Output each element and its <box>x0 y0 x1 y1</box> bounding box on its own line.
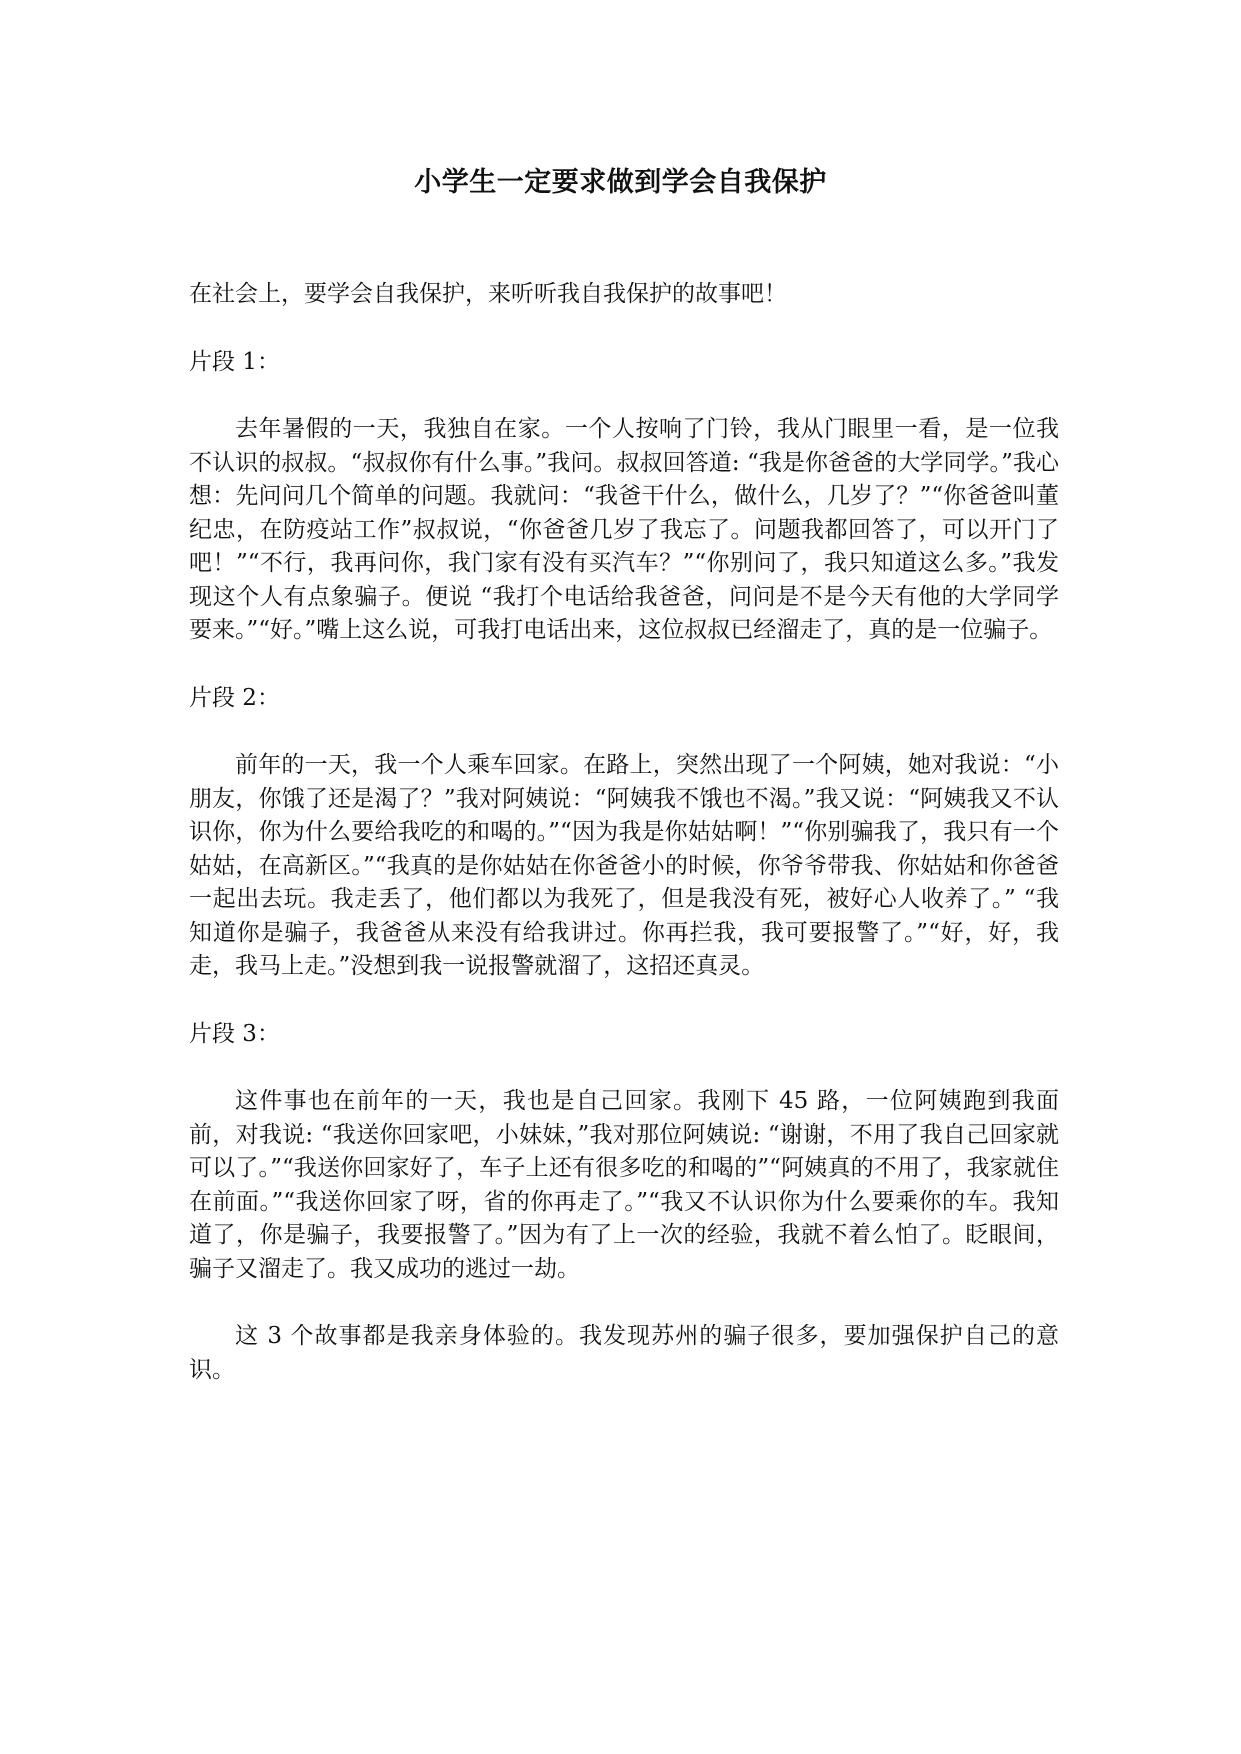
segment-3-paragraph: 这件事也在前年的一天，我也是自己回家。我刚下 45 路，一位阿姨跑到我面前，对我说: “我送你回家吧，小妹妹，”我对那位阿姨说: “谢谢，不用了我自己回家就可以了。”“我送你回家好了，车子上还有很多吃的和喝的”“阿姨真的不用了，我家就住在前面。”“我送你回家了呀，省的你再走了。”“我又不认识你为什么要乘你的车。我知道了，你是骗子，我要报警了。”因为有了上一次的经验，我就不着么怕了。眨眼间，骗子又溜走了。我又成功的逃过一劫。 <box>189 1088 1059 1282</box>
segment-3-heading: 片段 3： <box>189 1020 280 1047</box>
segment-2-heading: 片段 2： <box>189 684 280 711</box>
segment-2-paragraph: 前年的一天，我一个人乘车回家。在路上，突然出现了一个阿姨，她对我说：“小朋友，你饿了还是渴了？”我对阿姨说：“阿姨我不饿也不渴。”我又说：“阿姨我又不认识你，你为什么要给我吃的和喝的。”“因为我是你姑姑啊！”“你别骗我了，我只有一个姑姑，在高新区。”“我真的是你姑姑在你爸爸小的时候，你爷爷带我、你姑姑和你爸爸一起出去玩。我走丢了，他们都以为我死了，但是我没有死，被好心人收养了。” “我知道你是骗子，我爸爸从来没有给我讲过。你再拦我，我可要报警了。”“好，好，我走，我马上走。”没想到我一说报警就溜了，这招还真灵。 <box>189 752 1059 979</box>
conclusion-paragraph: 这 3 个故事都是我亲身体验的。我发现苏州的骗子很多，要加强保护自己的意识。 <box>189 1323 1059 1383</box>
segment-1-heading: 片段 1： <box>189 348 280 375</box>
document-body <box>189 278 1059 1421</box>
document-title: 小学生一定要求做到学会自我保护 <box>414 167 827 198</box>
intro-paragraph: 在社会上，要学会自我保护，来听听我自我保护的故事吧！ <box>189 281 787 307</box>
segment-1-paragraph: 去年暑假的一天，我独自在家。一个人按响了门铃，我从门眼里一看，是一位我不认识的叔叔。“叔叔你有什么事。”我问。叔叔回答道: “我是你爸爸的大学同学。”我心想：先问问几个简单的问题。我就问：“我爸干什么，做什么，几岁了？”“你爸爸叫董纪忠，在防疫站工作”叔叔说，“你爸爸几岁了我忘了。问题我都回答了，可以开门了吧！”“不行，我再问你，我门家有没有买汽车？”“你别问了，我只知道这么多。”我发现这个人有点象骗子。便说 “我打个电话给我爸爸，问问是不是今天有他的大学同学要来。”“好。”嘴上这么说，可我打电话出来，这位叔叔已经溜走了，真的是一位骗子。 <box>189 416 1059 643</box>
